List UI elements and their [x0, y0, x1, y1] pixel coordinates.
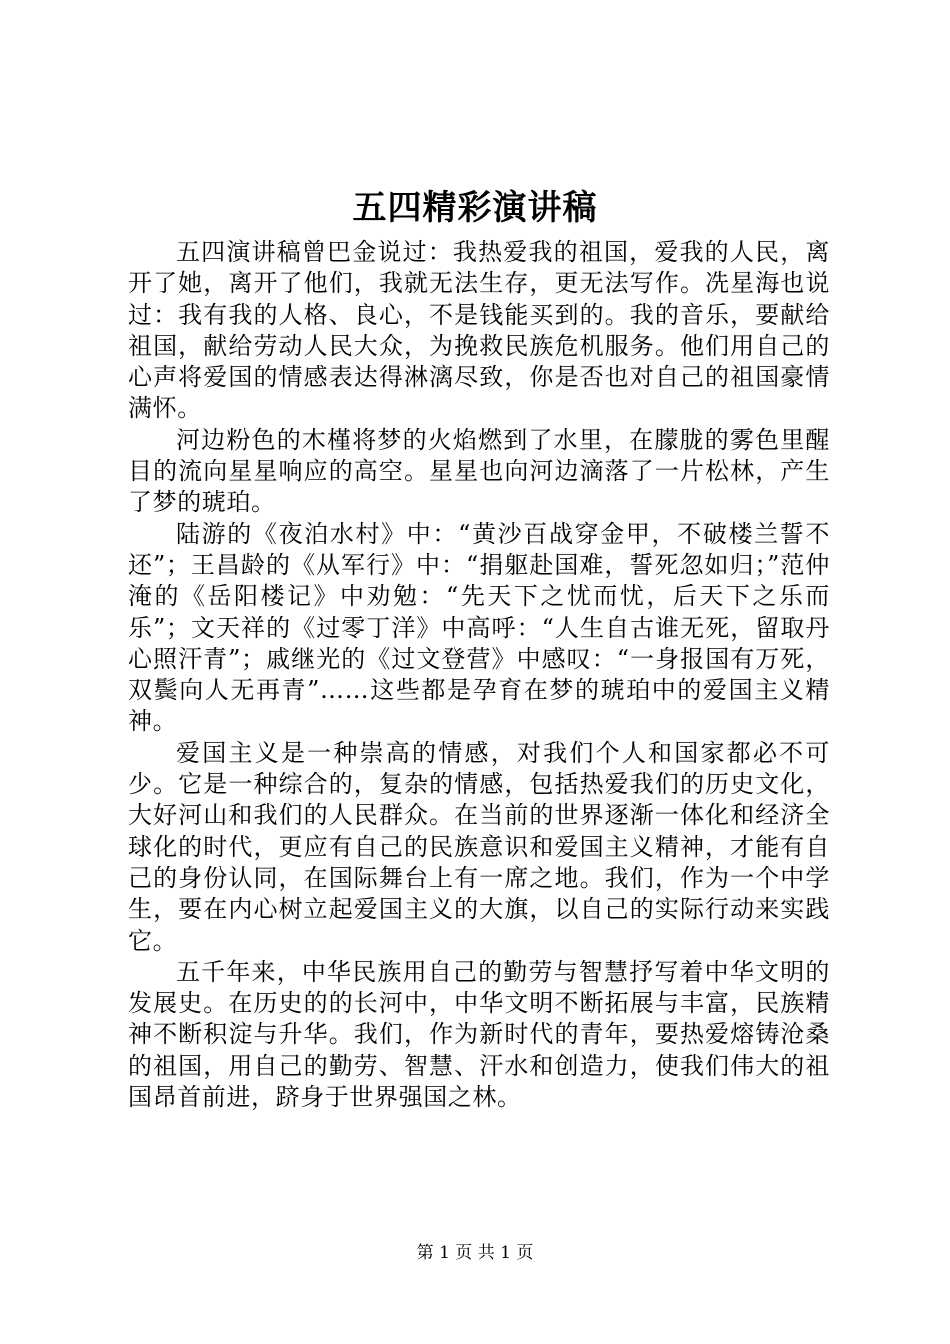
paragraph-2: 河边粉色的木槿将梦的火焰燃到了水里，在朦胧的雾色里醒目的流向星星响应的高空。星星也向河边滴落了一片松林，产生了梦的琥珀。 — [128, 425, 830, 517]
page-footer: 第 1 页 共 1 页 — [416, 1243, 534, 1263]
paragraph-5: 五千年来，中华民族用自己的勤劳与智慧抒写着中华文明的发展史。在历史的的长河中，中华文明不断拓展与丰富，民族精神不断积淀与升华。我们，作为新时代的青年，要热爱熔铸沧桑的祖国，用自己的勤劳、智慧、汗水和创造力，使我们伟大的祖国昂首前进，跻身于世界强国之林。 — [128, 957, 830, 1112]
paragraph-3: 陆游的《夜泊水村》中：“黄沙百战穿金甲，不破楼兰誓不还”；王昌龄的《从军行》中：“捐躯赴国难，誓死忽如归；”范仲淹的《岳阳楼记》中劝勉：“先天下之忧而忧，后天下之乐而乐”；文天祥的《过零丁洋》中高呼：“人生自古谁无死，留取丹心照汗青”；戚继光的《过文登营》中感叹：“一身报国有万死，双鬓向人无再青”……这些都是孕育在梦的琥珀中的爱国主义精神。 — [128, 519, 830, 736]
document-body — [128, 237, 830, 1113]
document-title: 五四精彩演讲稿 — [352, 188, 598, 228]
paragraph-1: 五四演讲稿曾巴金说过：我热爱我的祖国，爱我的人民，离开了她，离开了他们，我就无法生存，更无法写作。冼星海也说过：我有我的人格、良心，不是钱能买到的。我的音乐，要献给祖国，献给劳动人民大众，为挽救民族危机服务。他们用自己的心声将爱国的情感表达得淋漓尽致，你是否也对自己的祖国豪情满怀。 — [128, 238, 830, 423]
paragraph-4: 爱国主义是一种崇高的情感，对我们个人和国家都必不可少。它是一种综合的，复杂的情感，包括热爱我们的历史文化，大好河山和我们的人民群众。在当前的世界逐渐一体化和经济全球化的时代，更应有自己的民族意识和爱国主义精神，才能有自己的身份认同，在国际舞台上有一席之地。我们，作为一个中学生，要在内心树立起爱国主义的大旗，以自己的实际行动来实践它。 — [128, 738, 830, 955]
